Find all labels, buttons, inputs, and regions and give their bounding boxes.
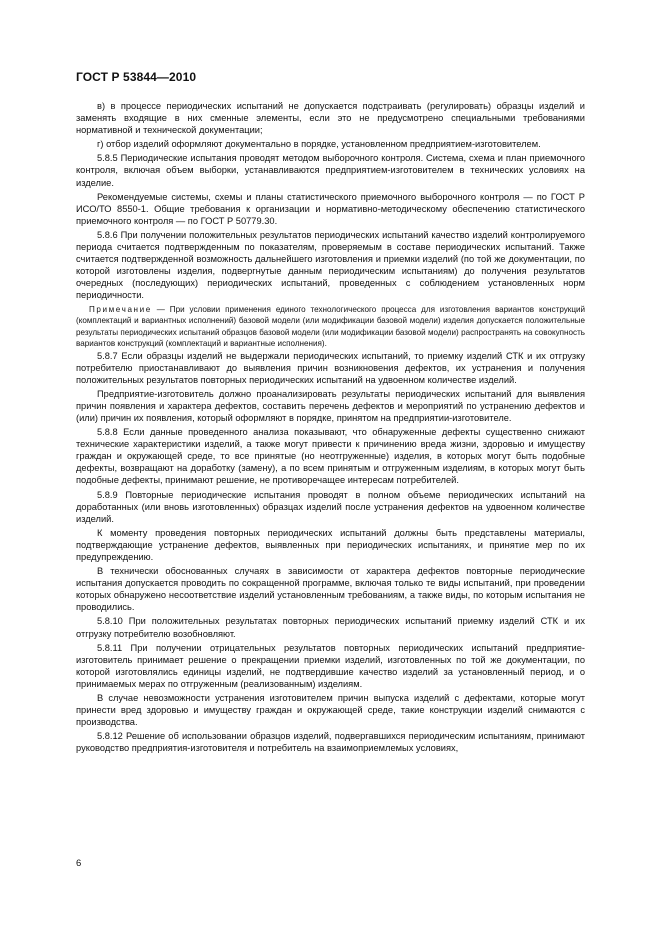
document-body: [76, 100, 585, 757]
page-number: 6: [76, 858, 82, 869]
paragraph-recommended-systems: Рекомендуемые системы, схемы и планы статистического приемочного выборочного контроля — по ГОСТ Р ИСО/ТО 8550-1. Общие требования к организации и нормативно-методическому обеспечению статистического приемочного контроля — по ГОСТ Р 50779.30.: [76, 191, 585, 226]
paragraph-manufacturer-analysis: Предприятие-изготовитель должно проанализировать результаты периодических испытаний для выявления причин появления и характера дефектов, составить перечень дефектов и мероприятий по устранению дефектов и (или) причин их появления, который оформляют в порядке, принятом на предприятии-изготовителе.: [76, 388, 585, 423]
paragraph-5-8-9: 5.8.9 Повторные периодические испытания проводят в полном объеме периодических испытаний на доработанных (или вновь изготовленных) образцах изделий после устранения дефектов на удвоенном количестве изделий.: [76, 489, 585, 524]
note-label: Примечание: [89, 304, 152, 314]
paragraph-5-8-6: 5.8.6 При получении положительных результатов периодических испытаний качество изделий контролируемого периода считается подтвержденным по показателям, проверяемым в составе периодических испытаний. Также считается подтвержденной возможность дальнейшего изготовления и приемки изделий (по той же документации, по которой изготовлены изделия, подвергнутые данным периодическим испытаниям) до получения результатов очередных (последующих) периодических испытаний, проведенных с соблюдением установленных норм периодичности.: [76, 229, 585, 301]
paragraph-5-8-11: 5.8.11 При получении отрицательных результатов повторных периодических испытаний предприятие-изготовитель принимает решение о прекращении приемки изделий, изготовленных по той же документации, по которой изготовлялись единицы изделий, не подтвердившие качество изделий за установленный период, и о принимаемых мерах по отгруженным (реализованным) изделиям.: [76, 642, 585, 689]
paragraph-item-g: г) отбор изделий оформляют документально в порядке, установленном предприятием-изготовителем.: [97, 139, 541, 150]
note: [76, 304, 585, 350]
paragraph-5-8-8: 5.8.8 Если данные проведенного анализа показывают, что обнаруженные дефекты существенно снижают технические характеристики изделий, а также могут привести к причинению вреда жизни, здоровью и имуществу граждан и окружающей среде, то все принятые (но неотгруженные) изделия, в которых могут быть подобные дефекты, возвращают на доработку (замену), а по всем принятым и отгруженным изделиям, в которых могут быть подобные дефекты, принимают решение, не противоречащее интересам потребителей.: [76, 427, 585, 486]
paragraph-reduced-program: В технически обоснованных случаях в зависимости от характера дефектов повторные периодические испытания допускается проводить по сокращенной программе, включая только те виды испытаний, при проведении которых обнаружено несоответствие изделий установленным требованиям, а также виды, по которым испытания не проводились.: [76, 566, 585, 613]
paragraph-5-8-10: 5.8.10 При положительных результатах повторных периодических испытаний приемку изделий СТК и их отгрузку потребителю возобновляют.: [76, 616, 585, 639]
paragraph-discontinuation: В случае невозможности устранения изготовителем причин выпуска изделий с дефектами, которые могут принести вред здоровью и имуществу граждан и окружающей среде, такие конструкции изделий снимаются с производства.: [76, 693, 585, 728]
paragraph-item-v: в) в процессе периодических испытаний не допускается подстраивать (регулировать) образцы изделий и заменять входящие в них сменные элементы, если это не предусмотрено специальными требованиями нормативной и технической документации;: [76, 101, 585, 136]
paragraph-materials: К моменту проведения повторных периодических испытаний должны быть представлены материалы, подтверждающие устранение дефектов, выявленных при периодических испытаниях, и принятие мер по их предупреждению.: [76, 527, 585, 562]
paragraph-5-8-12: 5.8.12 Решение об использовании образцов изделий, подвергавшихся периодическим испытаниям, принимают руководство предприятия-изготовителя и потребитель на взаимоприемлемых условиях,: [76, 731, 585, 754]
paragraph-5-8-5: 5.8.5 Периодические испытания проводят методом выборочного контроля. Система, схема и план приемочного контроля, включая объем выборки, устанавливаются предприятием-изготовителем в технических условиях на изделие.: [76, 153, 585, 188]
standard-header: ГОСТ Р 53844—2010: [76, 70, 197, 84]
note-text: — При условии применения единого технологического процесса для изготовления вариантов конструкций (комплектаций и вариантных исполнений) базовой модели (или модификации базовой модели) изделия допускается положительные результаты периодических испытаний образцов базовой модели (или модификации базовой модели) распространять на совокупность вариантов конструкций (комплектаций и вариантные исполнения).: [76, 304, 586, 348]
paragraph-5-8-7: 5.8.7 Если образцы изделий не выдержали периодических испытаний, то приемку изделий СТК и их отгрузку потребителю приостанавливают до выявления причин возникновения дефектов, их устранения и получения положительных результатов повторных периодических испытаний на удвоенном количестве изделий.: [76, 350, 585, 385]
